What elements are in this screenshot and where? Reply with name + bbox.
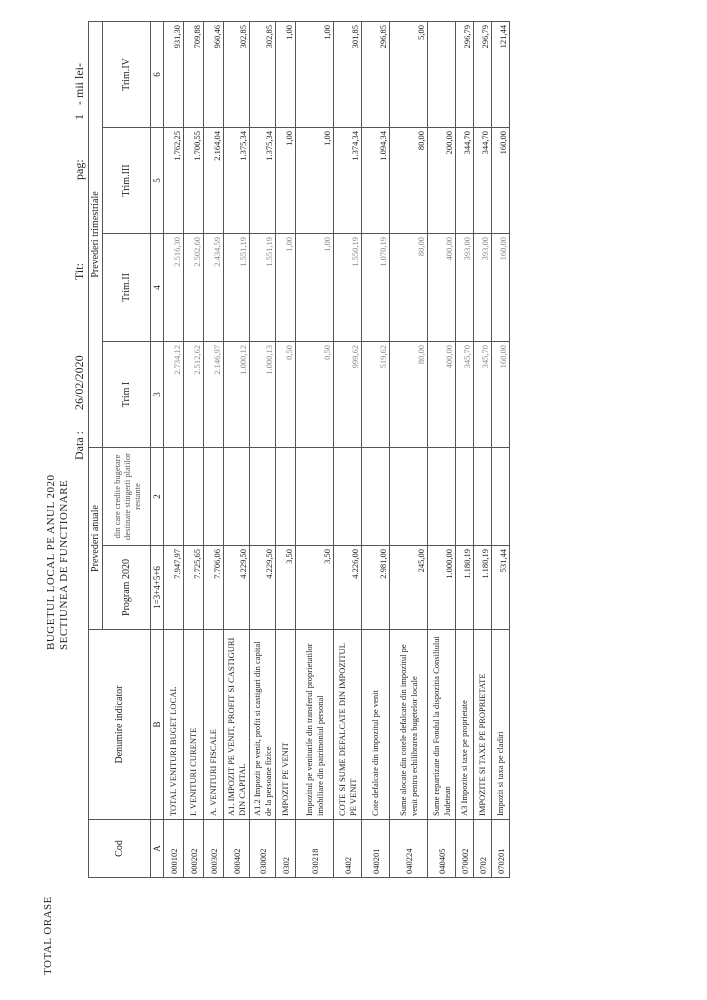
row-code: 070201 xyxy=(492,820,510,878)
row-trim-2: 1.070,19 xyxy=(362,233,390,341)
table-row xyxy=(204,21,224,877)
row-program: 7.706,06 xyxy=(204,546,224,630)
row-code: 070002 xyxy=(456,820,474,878)
row-code: 030002 xyxy=(250,820,276,878)
row-trim-4: 301,85 xyxy=(334,21,362,127)
row-trim-3: 1.700,55 xyxy=(184,127,204,233)
row-trim-2: 1.551,19 xyxy=(250,233,276,341)
col-t4-header: Trim.IV xyxy=(103,21,151,127)
colnum: 1=3+4+5+6 xyxy=(151,546,164,630)
row-trim-4: 121,44 xyxy=(492,21,510,127)
row-trim-4: 960,46 xyxy=(204,21,224,127)
row-name: TOTAL VENITURI BUGET LOCAL xyxy=(164,630,184,820)
row-credits xyxy=(390,447,428,545)
row-code: 000402 xyxy=(224,820,250,878)
table-row xyxy=(428,21,456,877)
table-row xyxy=(456,21,474,877)
row-trim-4: 302,85 xyxy=(224,21,250,127)
row-credits xyxy=(184,447,204,545)
table-row xyxy=(276,21,296,877)
quarterly-group-header: Prevederi trimestriale xyxy=(89,21,103,447)
row-trim-3: 1.375,34 xyxy=(250,127,276,233)
row-trim-3: 1.094,34 xyxy=(362,127,390,233)
colnum: 4 xyxy=(151,233,164,341)
entity-title: TOTAL ORASE xyxy=(42,896,54,975)
row-trim-1: 400,00 xyxy=(428,341,456,447)
row-program: 7.725,65 xyxy=(184,546,204,630)
tit-label: Tit: xyxy=(72,263,86,280)
row-program: 1.180,19 xyxy=(474,546,492,630)
row-program: 4.226,00 xyxy=(334,546,362,630)
row-trim-1: 2.146,97 xyxy=(204,341,224,447)
row-trim-3: 80,00 xyxy=(390,127,428,233)
row-trim-3: 200,00 xyxy=(428,127,456,233)
row-program: 1.180,19 xyxy=(456,546,474,630)
row-trim-4: 296,79 xyxy=(456,21,474,127)
row-trim-4: 302,85 xyxy=(250,21,276,127)
row-trim-2: 1,00 xyxy=(276,233,296,341)
colnum: B xyxy=(151,630,164,820)
col-cod-header: Cod xyxy=(89,820,151,878)
row-program: 3,50 xyxy=(296,546,334,630)
col-t3-header: Trim.III xyxy=(103,127,151,233)
row-name: I. VENITURI CURENTE xyxy=(184,630,204,820)
row-credits xyxy=(456,447,474,545)
row-code: 040224 xyxy=(390,820,428,878)
col-t1-header: Trim I xyxy=(103,341,151,447)
row-name: IMPOZITE SI TAXE PE PROPRIETATE xyxy=(474,630,492,820)
row-credits xyxy=(334,447,362,545)
row-name: Impozitul pe veniturile din transferul proprietatilor imobiliare din patrimoniul personal xyxy=(296,630,334,820)
row-trim-4: 296,79 xyxy=(474,21,492,127)
row-credits xyxy=(492,447,510,545)
row-name: Cote defalcate din impozitul pe venit xyxy=(362,630,390,820)
table-row xyxy=(492,21,510,877)
row-trim-3: 160,00 xyxy=(492,127,510,233)
row-trim-1: 1.000,13 xyxy=(250,341,276,447)
table-row xyxy=(296,21,334,877)
page-label: pag: xyxy=(72,159,86,180)
colnum: 5 xyxy=(151,127,164,233)
row-trim-1: 345,70 xyxy=(456,341,474,447)
row-credits xyxy=(276,447,296,545)
row-credits xyxy=(204,447,224,545)
row-code: 000202 xyxy=(184,820,204,878)
row-code: 040201 xyxy=(362,820,390,878)
row-trim-2: 1,00 xyxy=(296,233,334,341)
table-row xyxy=(390,21,428,877)
row-trim-2: 1.550,19 xyxy=(334,233,362,341)
row-code: 030218 xyxy=(296,820,334,878)
row-trim-3: 1.374,34 xyxy=(334,127,362,233)
table-row xyxy=(250,21,276,877)
table-row xyxy=(474,21,492,877)
row-code: 000302 xyxy=(204,820,224,878)
row-trim-3: 344,70 xyxy=(474,127,492,233)
table-row xyxy=(362,21,390,877)
colnum: 6 xyxy=(151,21,164,127)
row-trim-4: 1,00 xyxy=(276,21,296,127)
row-credits xyxy=(224,447,250,545)
row-trim-3: 344,70 xyxy=(456,127,474,233)
column-number-row xyxy=(151,21,164,877)
colnum: A xyxy=(151,820,164,878)
page-number: 1 xyxy=(72,114,86,120)
row-trim-2: 400,00 xyxy=(428,233,456,341)
row-trim-2: 80,00 xyxy=(390,233,428,341)
row-code: 0302 xyxy=(276,820,296,878)
row-program: 4.229,50 xyxy=(224,546,250,630)
row-trim-1: 2.512,62 xyxy=(184,341,204,447)
row-trim-1: 345,70 xyxy=(474,341,492,447)
table-row xyxy=(184,21,204,877)
row-code: 0402 xyxy=(334,820,362,878)
row-trim-1: 160,00 xyxy=(492,341,510,447)
row-program: 3,50 xyxy=(276,546,296,630)
row-trim-3: 1.375,34 xyxy=(224,127,250,233)
row-name: Impozit si taxa pe cladiri xyxy=(492,630,510,820)
row-credits xyxy=(164,447,184,545)
row-credits xyxy=(474,447,492,545)
row-name: Sume alocate din cotele defalcate din impozitul pe venit pentru echilibrarea bugetelor locale xyxy=(390,630,428,820)
row-trim-3: 1,00 xyxy=(276,127,296,233)
date-value: 26/02/2020 xyxy=(72,355,86,410)
row-trim-4: 709,88 xyxy=(184,21,204,127)
col-t2-header: Trim.II xyxy=(103,233,151,341)
row-name: A3 Impozite si taxe pe proprietate xyxy=(456,630,474,820)
row-trim-1: 1.000,12 xyxy=(224,341,250,447)
row-trim-2: 160,00 xyxy=(492,233,510,341)
row-trim-4: 1,00 xyxy=(296,21,334,127)
section-title: SECTIUNEA DE FUNCTIONARE xyxy=(58,479,70,650)
row-program: 245,00 xyxy=(390,546,428,630)
colnum: 2 xyxy=(151,447,164,545)
row-trim-4: 5,00 xyxy=(390,21,428,127)
row-trim-2: 393,00 xyxy=(474,233,492,341)
row-name: A. VENITURI FISCALE xyxy=(204,630,224,820)
row-program: 2.981,00 xyxy=(362,546,390,630)
row-credits xyxy=(428,447,456,545)
row-trim-4 xyxy=(428,21,456,127)
row-trim-2: 1.551,19 xyxy=(224,233,250,341)
row-trim-2: 393,00 xyxy=(456,233,474,341)
row-credits xyxy=(250,447,276,545)
row-name: COTE SI SUME DEFALCATE DIN IMPOZITUL PE VENIT xyxy=(334,630,362,820)
table-row xyxy=(164,21,184,877)
row-credits xyxy=(296,447,334,545)
row-code: 000102 xyxy=(164,820,184,878)
row-trim-1: 0,50 xyxy=(276,341,296,447)
date-label: Data : xyxy=(72,431,86,460)
row-name: A1.2 Impozit pe venit, profit si castiguri din capital de la persoane fizice xyxy=(250,630,276,820)
row-trim-2: 2.502,60 xyxy=(184,233,204,341)
table-row xyxy=(224,21,250,877)
row-trim-3: 1.762,25 xyxy=(164,127,184,233)
row-trim-1: 0,50 xyxy=(296,341,334,447)
row-trim-4: 296,85 xyxy=(362,21,390,127)
row-trim-1: 999,62 xyxy=(334,341,362,447)
unit-label: - mii lei- xyxy=(72,63,86,105)
table-row xyxy=(334,21,362,877)
row-program: 531,44 xyxy=(492,546,510,630)
row-program: 7.947,97 xyxy=(164,546,184,630)
row-trim-1: 519,62 xyxy=(362,341,390,447)
row-trim-1: 2.734,12 xyxy=(164,341,184,447)
row-program: 1.000,00 xyxy=(428,546,456,630)
row-trim-3: 1,00 xyxy=(296,127,334,233)
row-program: 4.229,50 xyxy=(250,546,276,630)
row-trim-2: 2.516,30 xyxy=(164,233,184,341)
row-trim-3: 2.164,04 xyxy=(204,127,224,233)
row-name: A1. IMPOZIT PE VENIT, PROFIT SI CASTIGURI DIN CAPITAL xyxy=(224,630,250,820)
budget-title: BUGETUL LOCAL PE ANUL 2020 xyxy=(45,474,57,650)
row-credits xyxy=(362,447,390,545)
col-name-header: Denumire indicator xyxy=(89,630,151,820)
row-trim-4: 931,30 xyxy=(164,21,184,127)
col-credits-header: din care credite bugetare destinate stingerii platilor restante xyxy=(103,447,151,545)
colnum: 3 xyxy=(151,341,164,447)
row-trim-1: 80,00 xyxy=(390,341,428,447)
budget-table xyxy=(88,21,510,878)
row-code: 040405 xyxy=(428,820,456,878)
row-name: Sume repartizate din Fondul la dispozitia Consiliului Judetean xyxy=(428,630,456,820)
col-program-header: Program 2020 xyxy=(103,546,151,630)
row-code: 0702 xyxy=(474,820,492,878)
row-trim-2: 2.434,59 xyxy=(204,233,224,341)
row-name: IMPOZIT PE VENIT xyxy=(276,630,296,820)
annual-group-header: Prevederi anuale xyxy=(89,447,103,629)
